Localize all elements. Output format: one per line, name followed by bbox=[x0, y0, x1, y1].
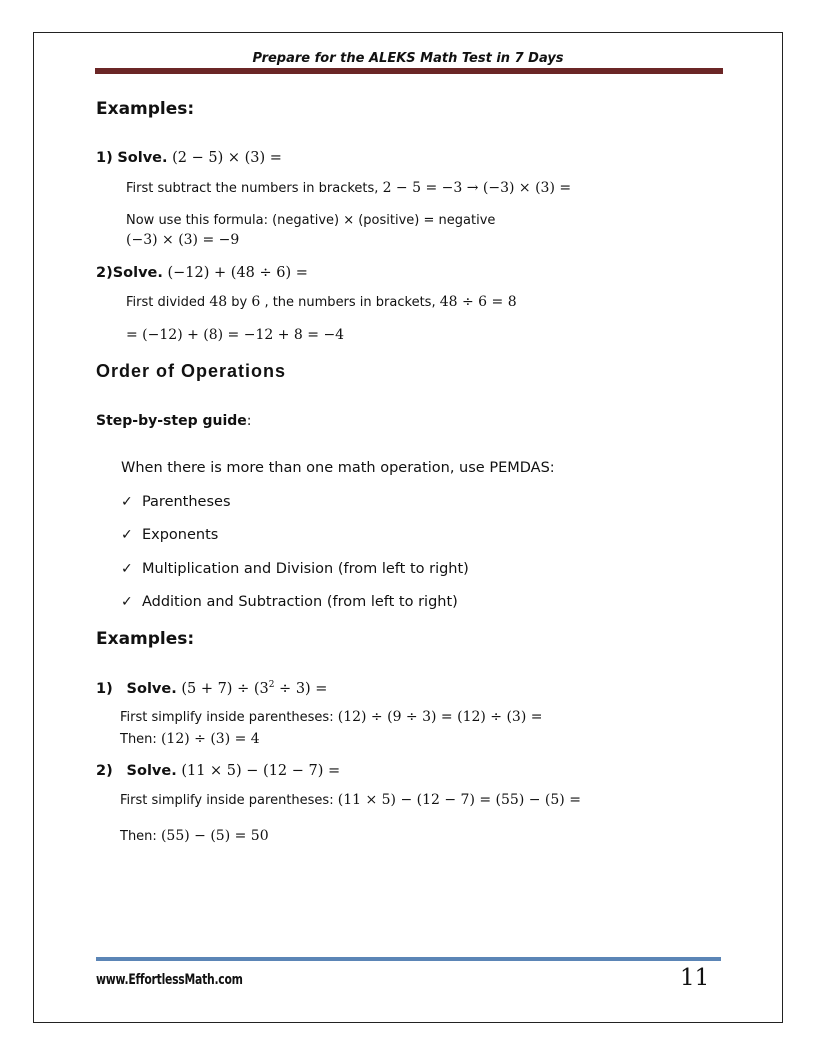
pemdas-item-label: Exponents bbox=[141, 527, 219, 543]
step-text: First divided bbox=[126, 295, 206, 310]
examples-heading-1: Examples: bbox=[96, 99, 195, 119]
example-3-step-2 bbox=[120, 731, 260, 747]
pemdas-item bbox=[121, 494, 231, 510]
example-4-step-2 bbox=[120, 828, 269, 844]
pemdas-item-label: Multiplication and Division (from left to right) bbox=[141, 561, 469, 577]
step-by-step-colon: : bbox=[246, 413, 252, 429]
exponent: 2 bbox=[268, 680, 275, 690]
example-2-step-2: = (−12) + (8) = −12 + 8 = −4 bbox=[126, 327, 345, 343]
example-expression: (2 − 5) × (3) = bbox=[172, 150, 282, 166]
solve-label: Solve. bbox=[126, 680, 177, 697]
step-text: by bbox=[231, 295, 248, 310]
check-icon: ✓ bbox=[121, 527, 133, 543]
step-math: (55) − (5) = 50 bbox=[160, 828, 269, 844]
step-text: First subtract the numbers in brackets, bbox=[126, 181, 379, 196]
example-3-step-1 bbox=[120, 709, 542, 725]
expression-part: ÷ 3) = bbox=[274, 680, 328, 697]
step-by-step-heading bbox=[96, 413, 252, 429]
step-math: (12) ÷ (9 ÷ 3) = (12) ÷ (3) = bbox=[337, 709, 543, 725]
expression-part: (5 + 7) ÷ (3 bbox=[181, 680, 269, 697]
order-of-operations-heading: Order of Operations bbox=[96, 361, 287, 381]
step-text: Then: bbox=[120, 732, 157, 747]
example-expression: (11 × 5) − (12 − 7) = bbox=[181, 763, 341, 779]
step-text: Then: bbox=[120, 829, 157, 844]
step-math: 2 − 5 = −3 → (−3) × (3) = bbox=[382, 180, 572, 196]
example-number: 1) bbox=[96, 150, 113, 166]
example-1-step-1 bbox=[126, 180, 571, 196]
examples-heading-2: Examples: bbox=[96, 629, 195, 649]
footer-rule bbox=[96, 957, 721, 961]
step-math: 48 ÷ 6 = 8 bbox=[439, 294, 517, 310]
pemdas-intro: When there is more than one math operation, use PEMDAS: bbox=[121, 460, 555, 476]
step-text: , the numbers in brackets, bbox=[264, 295, 436, 310]
step-math: 48 bbox=[209, 294, 228, 310]
example-number: 1) bbox=[96, 680, 113, 697]
step-math: 6 bbox=[251, 294, 261, 310]
example-4-title bbox=[96, 763, 340, 779]
example-1-step-3: (−3) × (3) = −9 bbox=[126, 232, 240, 248]
example-1-step-2: Now use this formula: (negative) × (positive) = negative bbox=[126, 213, 496, 228]
solve-label: Solve. bbox=[117, 150, 168, 166]
example-number: 2) bbox=[96, 763, 113, 779]
solve-label: Solve. bbox=[126, 763, 177, 779]
check-icon: ✓ bbox=[121, 594, 133, 610]
example-expression: (−12) + (48 ÷ 6) = bbox=[167, 265, 308, 281]
example-1-title bbox=[96, 150, 282, 166]
solve-label: Solve. bbox=[112, 265, 163, 281]
step-math: (11 × 5) − (12 − 7) = (55) − (5) = bbox=[337, 792, 581, 808]
page-number: 11 bbox=[680, 965, 710, 991]
header-rule bbox=[95, 68, 723, 74]
footer-url[interactable]: www.EffortlessMath.com bbox=[96, 972, 243, 988]
pemdas-item-label: Parentheses bbox=[141, 494, 231, 510]
example-2-step-1 bbox=[126, 294, 517, 310]
step-math: (12) ÷ (3) = 4 bbox=[160, 731, 260, 747]
example-2-title bbox=[96, 265, 308, 281]
step-text: First simplify inside parentheses: bbox=[120, 710, 334, 725]
example-expression bbox=[181, 681, 327, 697]
pemdas-item bbox=[121, 594, 458, 610]
step-by-step-label: Step-by-step guide bbox=[96, 413, 247, 429]
header-title: Prepare for the ALEKS Math Test in 7 Days bbox=[252, 51, 564, 66]
example-4-step-1 bbox=[120, 792, 581, 808]
pemdas-item-label: Addition and Subtraction (from left to right) bbox=[141, 594, 458, 610]
check-icon: ✓ bbox=[121, 494, 133, 510]
pemdas-item bbox=[121, 527, 218, 543]
pemdas-item bbox=[121, 561, 469, 577]
example-number: 2) bbox=[96, 265, 113, 281]
step-text: First simplify inside parentheses: bbox=[120, 793, 334, 808]
check-icon: ✓ bbox=[121, 561, 133, 577]
example-3-title bbox=[96, 680, 327, 697]
